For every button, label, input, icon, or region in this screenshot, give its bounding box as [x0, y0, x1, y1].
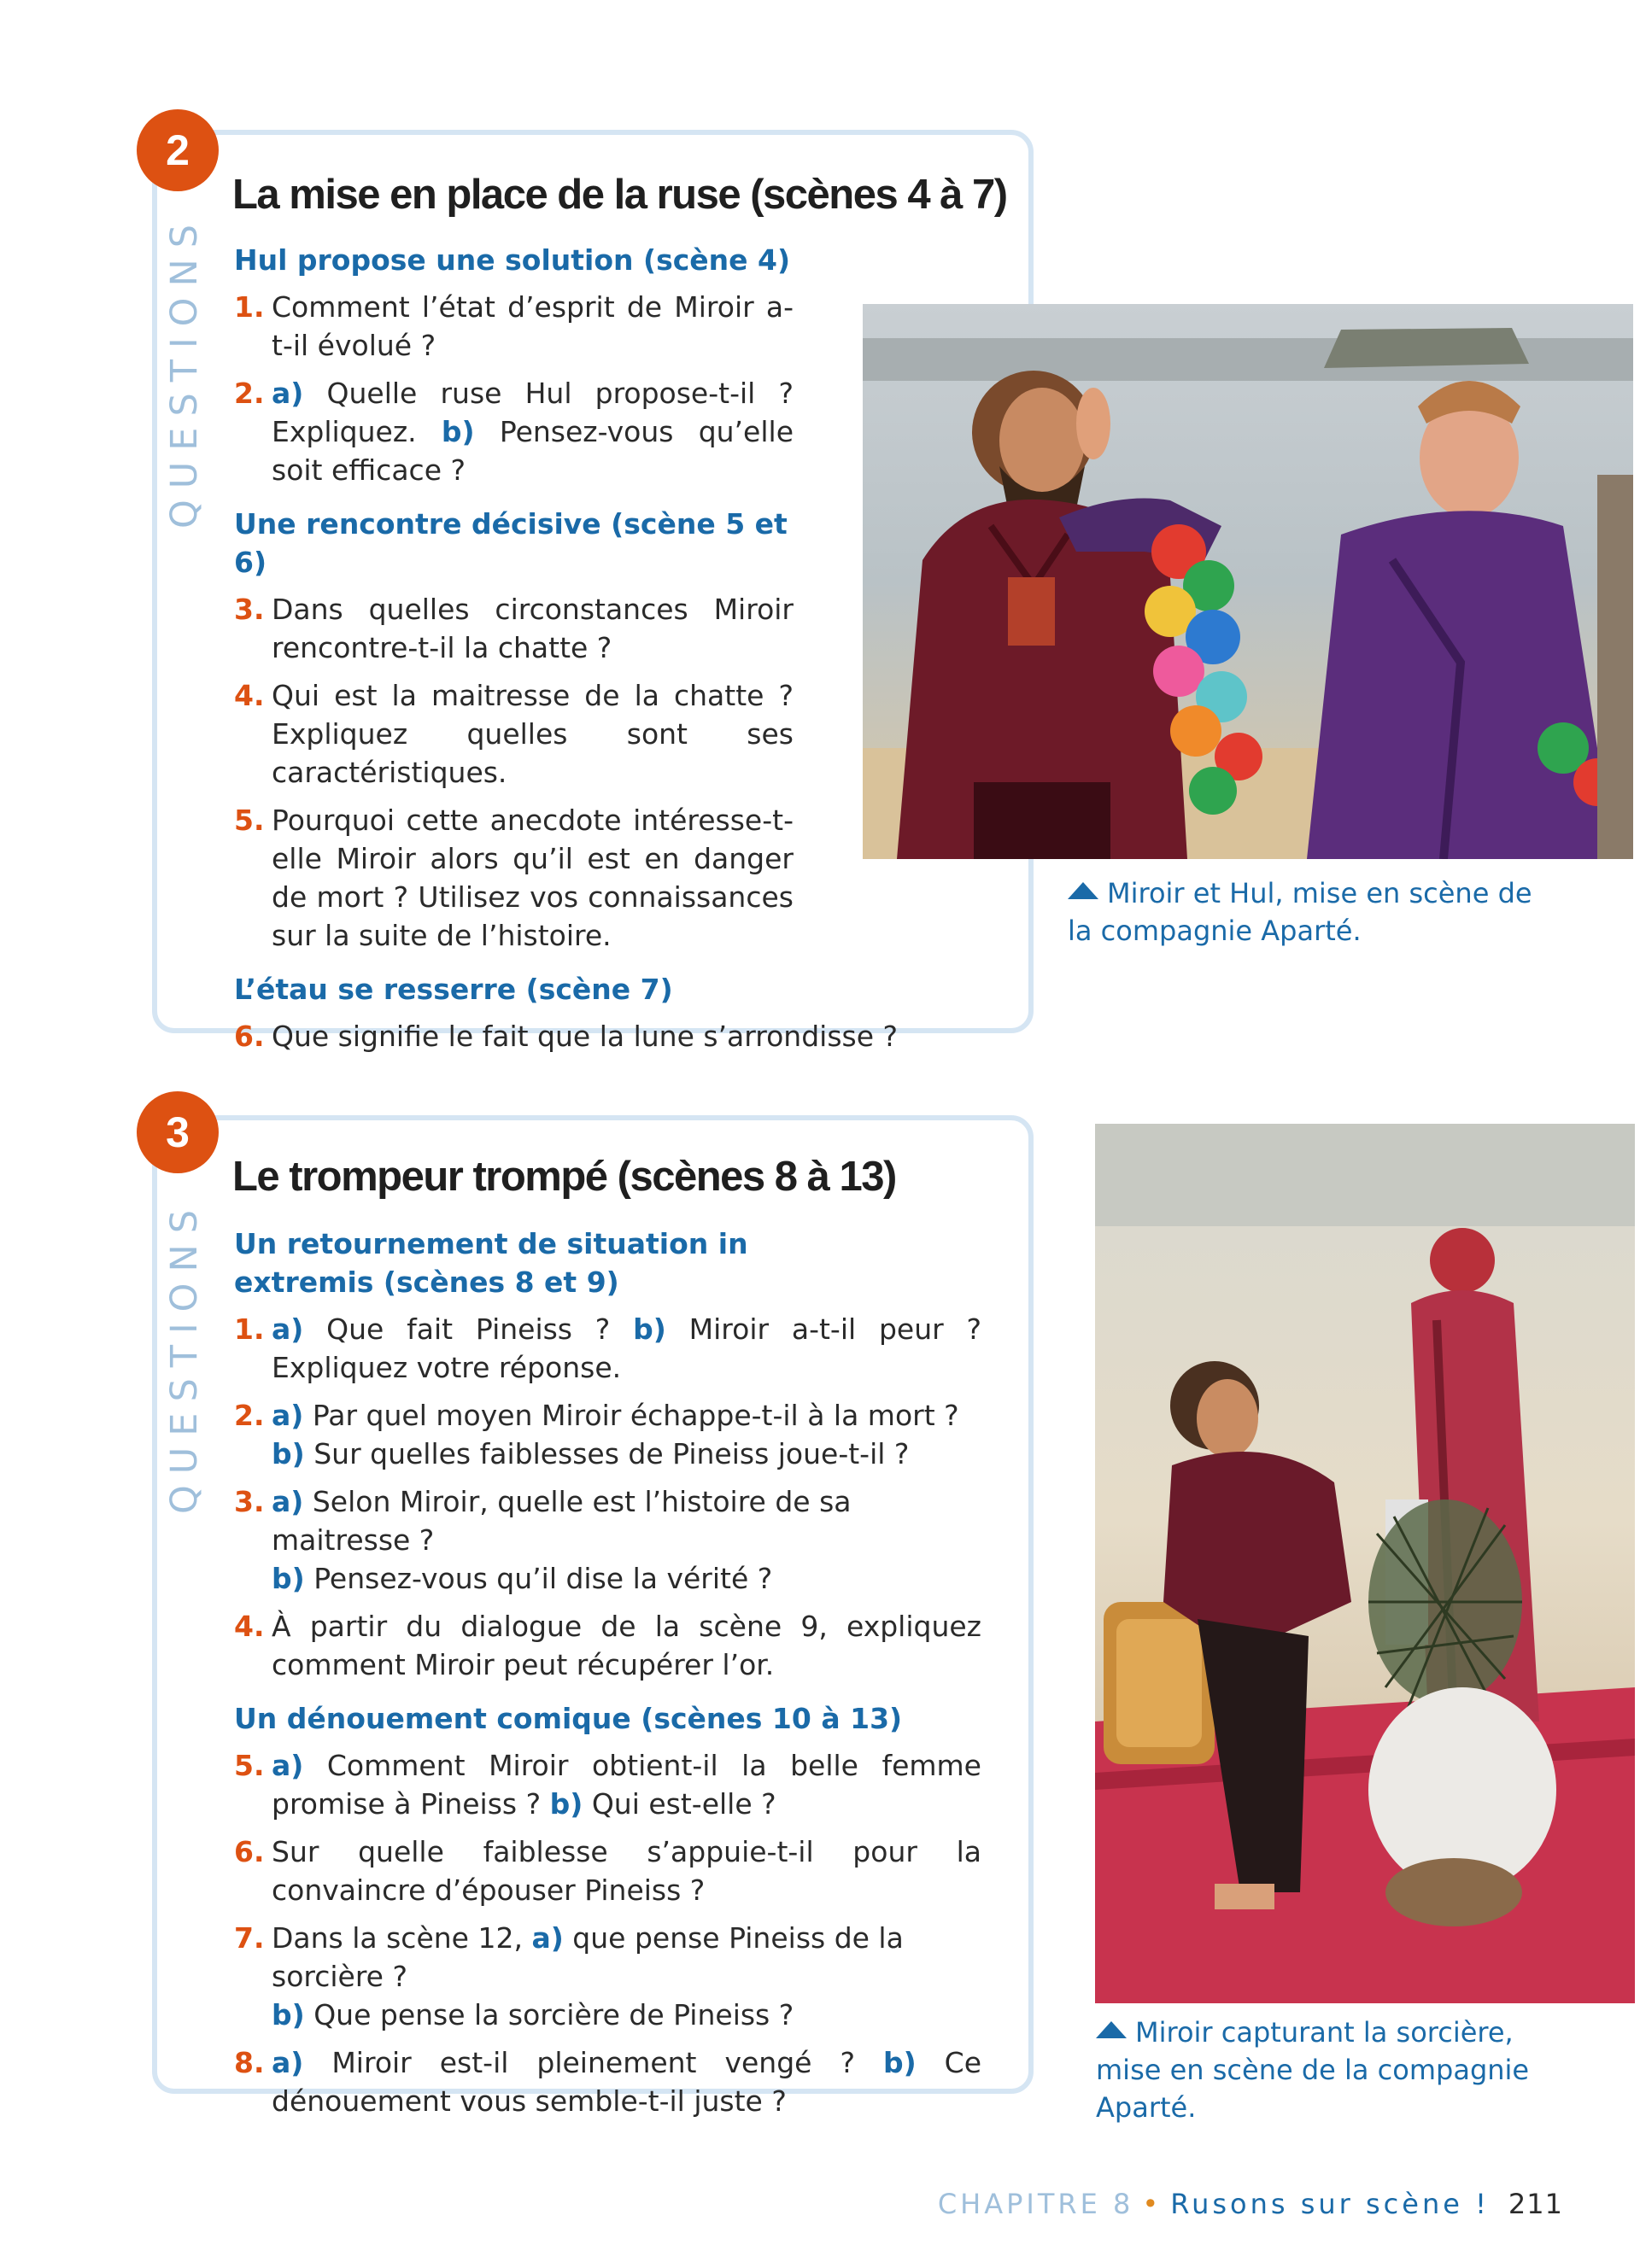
question-number: 4.	[234, 1610, 265, 1643]
stage-photo-miroir-sorciere	[1095, 1124, 1635, 2003]
question-text: Sur quelles faiblesses de Pineiss joue-t-il ?	[304, 1437, 910, 1470]
question-text: Pourquoi cette anecdote intéresse-t-elle Miroir alors qu’il est en danger de mort ? Utilisez vos connaissances sur la suite de l’histoire.	[272, 804, 794, 952]
triangle-up-icon	[1096, 2021, 1127, 2038]
question-item	[234, 1017, 899, 1055]
question-text: Comment Miroir obtient-il la belle femme promise à Pineiss ?	[272, 1749, 981, 1821]
footer-bullet: •	[1142, 2188, 1163, 2220]
question-number: 2.	[234, 377, 265, 410]
question-number: 5.	[234, 804, 265, 837]
question-text: Qui est-elle ?	[583, 1787, 776, 1821]
question-item	[234, 1607, 981, 1684]
question-item	[234, 1482, 981, 1598]
question-item	[234, 2043, 981, 2120]
page-footer	[938, 2188, 1563, 2220]
subheading: Un dénouement comique (scènes 10 à 13)	[234, 1702, 903, 1735]
subheading: Un retournement de situation in extremis (scènes 8 et 9)	[234, 1227, 748, 1299]
question-text: Que signifie le fait que la lune s’arrondisse ?	[272, 1020, 899, 1053]
question-item	[234, 1833, 981, 1909]
photo-caption	[1096, 2014, 1557, 2126]
question-text: Dans quelles circonstances Miroir rencontre-t-il la chatte ?	[272, 593, 794, 664]
question-number: 4.	[234, 679, 265, 712]
part-label: b)	[882, 2046, 917, 2079]
question-text: Que pense la sorcière de Pineiss ?	[304, 1998, 794, 2031]
questions-side-label: QUESTIONS	[163, 1199, 206, 1515]
question-item	[234, 1310, 981, 1387]
question-text: Ce dénouement vous semble-t-il juste ?	[272, 2046, 981, 2118]
question-number: 3.	[234, 593, 265, 626]
part-label: a)	[272, 377, 304, 410]
section-title: Le trompeur trompé (scènes 8 à 13)	[232, 1154, 896, 1200]
question-number: 1.	[234, 290, 265, 324]
question-number: 5.	[234, 1749, 265, 1782]
question-text: Dans la scène 12,	[272, 1921, 532, 1955]
question-number: 7.	[234, 1921, 265, 1955]
question-text: Comment l’état d’esprit de Miroir a-t-il évolué ?	[272, 290, 794, 362]
part-label: b)	[633, 1312, 666, 1346]
chapter-theme: Rusons sur scène !	[1170, 2188, 1490, 2220]
question-number: 3.	[234, 1485, 265, 1518]
question-item	[234, 801, 794, 955]
question-item	[234, 590, 794, 667]
question-text: Sur quelle faiblesse s’appuie-t-il pour la convaincre d’épouser Pineiss ?	[272, 1835, 981, 1907]
question-text: Miroir a-t-il peur ? Expliquez votre réponse.	[272, 1312, 982, 1384]
page-number: 211	[1508, 2188, 1563, 2220]
part-label: b)	[272, 1562, 305, 1595]
question-number: 6.	[234, 1020, 265, 1053]
part-label: a)	[272, 1485, 304, 1518]
question-text: Par quel moyen Miroir échappe-t-il à la mort ?	[303, 1399, 959, 1432]
question-item	[234, 676, 794, 792]
question-text: Pensez-vous qu’il dise la vérité ?	[304, 1562, 773, 1595]
questions-side-label: QUESTIONS	[163, 213, 206, 529]
question-item	[234, 374, 794, 489]
part-label: b)	[272, 1437, 305, 1470]
section-number-badge: 3	[137, 1091, 219, 1173]
part-label: a)	[272, 1749, 304, 1782]
part-label: a)	[272, 1399, 304, 1432]
part-label: b)	[549, 1787, 583, 1821]
part-label: a)	[272, 2046, 304, 2079]
question-item	[234, 1396, 981, 1473]
question-number: 1.	[234, 1312, 265, 1346]
question-number: 2.	[234, 1399, 265, 1432]
section-3-questions	[234, 1216, 981, 2130]
chapter-label: CHAPITRE 8	[937, 2188, 1134, 2220]
subheading: L’étau se resserre (scène 7)	[234, 973, 673, 1006]
question-text: À partir du dialogue de la scène 9, expliquez comment Miroir peut récupérer l’or.	[272, 1610, 981, 1681]
part-label: b)	[272, 1998, 305, 2031]
question-number: 6.	[234, 1835, 265, 1868]
part-label: a)	[272, 1312, 304, 1346]
question-text: Qui est la maitresse de la chatte ? Expliquez quelles sont ses caractéristiques.	[272, 679, 794, 789]
section-number-badge: 2	[137, 109, 219, 191]
question-text: Que fait Pineiss ?	[303, 1312, 634, 1346]
part-label: a)	[531, 1921, 564, 1955]
caption-text: Miroir capturant la sorcière, mise en scène de la compagnie Aparté.	[1096, 2016, 1530, 2124]
section-2-questions	[234, 232, 899, 1065]
question-item	[234, 288, 794, 365]
section-title: La mise en place de la ruse (scènes 4 à 7)	[232, 172, 1007, 218]
question-text: Selon Miroir, quelle est l’histoire de sa maitresse ?	[272, 1485, 852, 1557]
triangle-up-icon	[1068, 882, 1098, 899]
question-item	[234, 1746, 981, 1823]
stage-photo-miroir-hul	[863, 304, 1633, 859]
question-number: 8.	[234, 2046, 265, 2079]
question-text: que pense Pineiss de la sorcière ?	[272, 1921, 904, 1993]
question-text: Pensez-vous qu’elle soit efficace ?	[272, 415, 794, 487]
question-item	[234, 1919, 981, 2034]
part-label: b)	[441, 415, 475, 448]
question-text: Quelle ruse Hul propose-t-il ? Expliquez.	[272, 377, 794, 448]
subheading: Hul propose une solution (scène 4)	[234, 243, 791, 277]
question-text: Miroir est-il pleinement vengé ?	[303, 2046, 883, 2079]
photo-caption	[1068, 874, 1546, 950]
caption-text: Miroir et Hul, mise en scène de la compagnie Aparté.	[1068, 877, 1532, 947]
subheading: Une rencontre décisive (scène 5 et 6)	[234, 507, 788, 579]
